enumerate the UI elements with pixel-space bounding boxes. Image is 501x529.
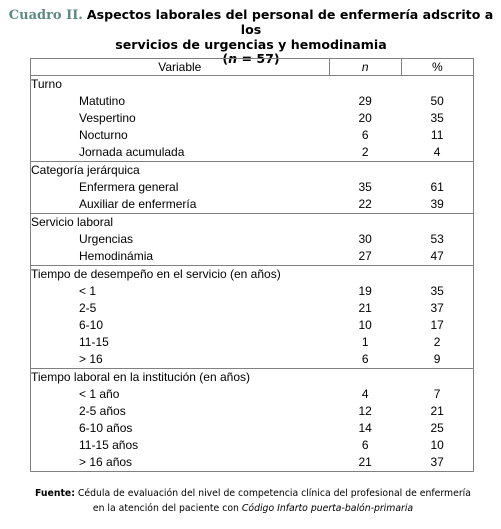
header-variable: Variable xyxy=(31,59,330,76)
n-symbol: n xyxy=(228,51,238,67)
row-label: 2-5 años xyxy=(31,403,330,420)
table-row xyxy=(31,300,474,317)
row-label: Hemodinámia xyxy=(31,248,330,266)
row-n: 6 xyxy=(329,351,401,369)
footnote-line-2 xyxy=(16,501,490,516)
table-row xyxy=(31,437,474,454)
caption-title-2: servicios de urgencias y hemodinamia xyxy=(115,36,387,52)
table-row xyxy=(31,110,474,127)
row-n: 6 xyxy=(361,438,369,452)
table-row xyxy=(31,231,474,248)
row-pct: 50 xyxy=(401,93,473,110)
table-row xyxy=(31,334,474,351)
footnote-line-1 xyxy=(16,486,490,501)
row-label: Auxiliar de enfermería xyxy=(31,196,330,214)
row-pct: 35 xyxy=(401,283,473,300)
table-row xyxy=(31,420,474,437)
row-label: 11-15 xyxy=(31,334,330,351)
table-row xyxy=(31,248,474,266)
table-row xyxy=(31,93,474,110)
row-pct: 35 xyxy=(401,110,473,127)
row-label: Jornada acumulada xyxy=(31,144,330,162)
table-row xyxy=(31,454,474,472)
row-pct: 21 xyxy=(401,403,473,420)
row-pct: 2 xyxy=(401,334,473,351)
group-title: Categoría jerárquica xyxy=(31,162,330,180)
row-label: Matutino xyxy=(31,93,330,110)
footnote-label: Fuente: xyxy=(35,488,75,499)
row-label: > 16 años xyxy=(31,454,330,472)
row-pct: 7 xyxy=(401,386,473,403)
row-pct: 37 xyxy=(401,454,473,472)
row-label: Urgencias xyxy=(31,231,330,248)
row-n: 35 xyxy=(358,180,372,194)
row-n: 12 xyxy=(358,404,372,418)
header-row xyxy=(31,59,474,76)
caption-label: Cuadro II. xyxy=(8,8,83,23)
table-row xyxy=(31,144,474,162)
row-pct: 11 xyxy=(401,127,473,144)
row-pct: 17 xyxy=(401,317,473,334)
table-row xyxy=(31,283,474,300)
row-pct: 39 xyxy=(401,196,473,214)
data-table xyxy=(30,58,474,472)
group-title: Turno xyxy=(31,76,330,94)
table-row xyxy=(31,351,474,369)
group-row xyxy=(31,76,474,94)
row-n: 30 xyxy=(358,232,372,246)
row-n: 6 xyxy=(361,128,369,142)
table-row xyxy=(31,179,474,196)
row-label: 2-5 xyxy=(31,300,330,317)
row-label: Enfermera general xyxy=(31,179,330,196)
n-open-paren: ( xyxy=(222,51,229,67)
row-pct: 9 xyxy=(401,351,473,369)
row-n: 4 xyxy=(361,387,369,401)
row-pct: 61 xyxy=(401,179,473,196)
footnote-text-1: Cédula de evaluación del nivel de competencia clínica del profesional de enfermería xyxy=(74,488,471,499)
header-n: n xyxy=(329,59,401,76)
row-n: 1 xyxy=(361,335,369,349)
group-row xyxy=(31,369,474,387)
row-label: Vespertino xyxy=(31,110,330,127)
row-n: 20 xyxy=(358,111,372,125)
table-row xyxy=(31,403,474,420)
table-row xyxy=(31,386,474,403)
row-n: 22 xyxy=(329,196,401,214)
row-label: > 16 xyxy=(31,351,330,369)
group-title: Servicio laboral xyxy=(31,214,330,232)
n-value: = 57) xyxy=(237,51,280,67)
row-n: 27 xyxy=(329,248,401,266)
footnote-italic: Código Infarto puerta-balón-primaria xyxy=(241,503,414,514)
group-title: Tiempo laboral en la institución (en años) xyxy=(31,369,330,387)
table-row xyxy=(31,127,474,144)
row-n: 2 xyxy=(329,144,401,162)
row-n: 14 xyxy=(358,421,372,435)
group-row xyxy=(31,214,474,232)
row-n: 10 xyxy=(358,318,372,332)
group-row xyxy=(31,162,474,180)
source-footnote xyxy=(16,486,490,516)
row-pct: 25 xyxy=(401,420,473,437)
row-label: 11-15 años xyxy=(31,437,330,454)
row-label: < 1 año xyxy=(31,386,330,403)
row-n: 21 xyxy=(329,454,401,472)
row-pct: 47 xyxy=(401,248,473,266)
row-n: 19 xyxy=(358,284,372,298)
caption-title-1: Aspectos laborales del personal de enfermería adscrito a los xyxy=(86,7,494,38)
row-pct: 10 xyxy=(401,437,473,454)
row-n: 21 xyxy=(358,301,372,315)
row-label: 6-10 años xyxy=(31,420,330,437)
header-percent: % xyxy=(401,59,473,76)
row-label: Nocturno xyxy=(31,127,330,144)
table-row xyxy=(31,317,474,334)
group-title: Tiempo de desempeño en el servicio (en años) xyxy=(31,266,330,284)
row-label: < 1 xyxy=(31,283,330,300)
group-row xyxy=(31,266,474,284)
row-pct: 53 xyxy=(401,231,473,248)
row-pct: 37 xyxy=(401,300,473,317)
row-n: 29 xyxy=(358,94,372,108)
table-row xyxy=(31,196,474,214)
row-label: 6-10 xyxy=(31,317,330,334)
row-pct: 4 xyxy=(401,144,473,162)
footnote-text-2: en la atención del paciente con xyxy=(92,503,242,514)
caption-line-1 xyxy=(8,8,494,38)
